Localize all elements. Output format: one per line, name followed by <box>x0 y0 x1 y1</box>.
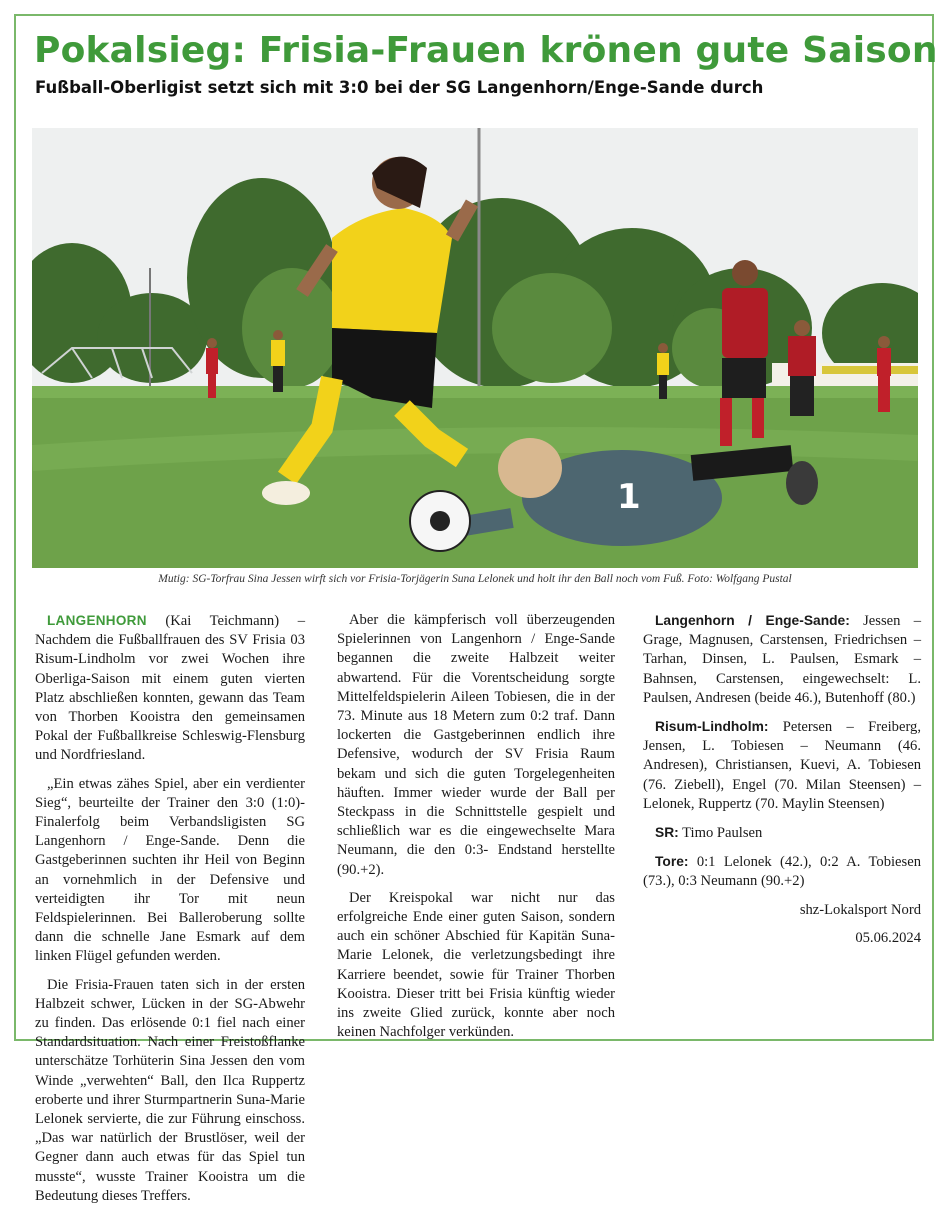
referee-line <box>643 823 921 843</box>
source-credit: shz-Lokalsport Nord <box>799 901 921 918</box>
paragraph-1 <box>35 611 305 766</box>
text-column-2 <box>337 611 615 1051</box>
author-credit: (Kai Teichmann) – <box>146 613 305 629</box>
lineup-langenhorn-label: Langenhorn / Enge-Sande: <box>655 613 850 628</box>
dateline: LANGENHORN <box>47 613 147 628</box>
paragraph-5: Der Kreispokal war nicht nur das erfolgreiche Ende einer guten Saison, sondern auch ein schöner Abschied für Kapitän Suna-Marie Lelonek, die verletzungsbedingt ihre Karriere beendet, sowie für Trainer Thorben Kooistra. Dieser tritt bei Frisia künftig wieder ins zweite Glied zurück, konnte aber noch keinen Nachfolger verkünden. <box>337 889 615 1041</box>
goals-label: Tore: <box>655 854 689 870</box>
text-column-1 <box>35 611 305 1215</box>
lineup-risum-lindholm <box>643 717 921 814</box>
lineup-langenhorn-text: Jessen – Grage, Magnusen, Carstensen, Friedrichsen – Tarhan, Dinsen, L. Paulsen, Esmark – Bahnsen, Carstensen, eingewechselt: L. Paulsen, Andresen (beide 46.), Butenhoff (80.) <box>643 613 921 706</box>
goals-text: 0:1 Lelonek (42.), 0:2 A. Tobiesen (73.), 0:3 Neumann (90.+2) <box>643 854 921 890</box>
paragraph-4: Aber die kämpferisch voll überzeugenden Spielerinnen von Langenhorn / Enge-Sande begannen die zweite Halbzeit weiter abwartend. Für die Vorentscheidung sorgte Mittelfeldspielerin Aileen Tobiesen, die in der 73. Minute aus 18 Metern zum 0:2 traf. Dann lockerten die Gastgeberinnen endlich ihre Defensive, wodurch der SV Frisia Raum bekam und sich die guten Torgelegenheiten häuften. Immer wieder wurde der Ball per Steckpass in die Schnittstelle gespielt und schließlich war es die eingewechselte Mara Neumann, die den 0:3- Endstand herstellte (90.+2). <box>337 612 615 878</box>
keeper-jersey-number: 1 <box>617 477 641 517</box>
photo-caption: Mutig: SG-Torfrau Sina Jessen wirft sich vor Frisia-Torjägerin Suna Lelonek und holt ihr den Ball noch vom Fuß. Foto: Wolfgang Pustal <box>158 573 792 585</box>
publication-date: 05.06.2024 <box>855 929 921 946</box>
referee-name: Timo Paulsen <box>678 825 763 842</box>
paragraph-1-text: Nachdem die Fußballfrauen des SV Frisia 03 Risum-Lindholm vor zwei Wochen ihre Oberliga-Saison mit einem guten vierten Platz abschließen konnten, gewann das Team von Thorben Kooistra den gemeinsamen Pokal der Fußballkreise Schleswig-Flensburg und Nordfriesland. <box>35 632 305 764</box>
goals-line <box>643 852 921 891</box>
referee-label: SR: <box>655 825 679 841</box>
paragraph-3: Die Frisia-Frauen taten sich in der ersten Halbzeit schwer, Lücken in der SG-Abwehr zu finden. Das erlösende 0:1 fiel nach einer Standardsituation. Nach einer Freistoßflanke unterschätze Torhüterin Sina Jessen den vom Winde „verwehten“ Ball, den Ilca Ruppertz eroberte und ihrer Sturmpartnerin Suna-Marie Lelonek servierte, die zur Führung einschoss. „Das war natürlich der Brustlöser, weil der Gegner dann auch etwas für das Spiel tun musste“, wusste Trainer Kooistra um die Bedeutung dieses Treffers. <box>35 976 305 1204</box>
subheadline: Fußball-Oberligist setzt sich mit 3:0 bei der SG Langenhorn/Enge-Sande durch <box>35 78 764 97</box>
match-photo-illustration <box>32 128 918 568</box>
lineup-risum-lindholm-text: Petersen – Freiberg, Jensen, L. Tobiesen – Neumann (46. Andresen), Christiansen, Kuevi, A. Tobiesen (76. Ziebell), Engel (70. Milan Steensen) – Lelonek, Ruppertz (70. Maylin Steensen) <box>643 719 921 812</box>
headline: Pokalsieg: Frisia-Frauen krönen gute Saison <box>34 30 938 71</box>
paragraph-2: „Ein etwas zähes Spiel, aber ein verdienter Sieg“, beurteilte der Trainer den 3:0 (1:0)-Finalerfolg beim Verbandsligisten SG Langenhorn / Enge-Sande. Denn die Gastgeberinnen suchten ihr Heil von Beginn an vornehmlich in der Defensive und verteidigten ihr Tor mit neun Feldspielerinnen. Bei Balleroberung sollte dann die schnelle Jane Esmark auf dem linken Flügel gefunden werden. <box>35 775 305 965</box>
lineup-risum-lindholm-label: Risum-Lindholm: <box>655 719 769 735</box>
lineup-langenhorn <box>643 611 921 708</box>
match-photo <box>32 128 918 568</box>
text-column-3 <box>643 611 921 957</box>
